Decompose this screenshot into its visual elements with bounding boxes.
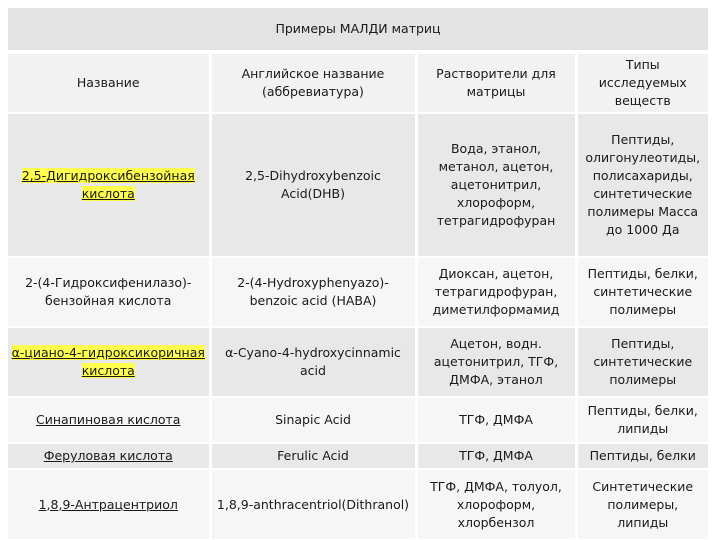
table-row: [8, 257, 708, 327]
header-name: Название: [8, 52, 210, 113]
header-row: [8, 52, 708, 113]
maldi-matrix-table: [8, 8, 708, 539]
row-name[interactable]: Синапиновая кислота: [36, 412, 181, 427]
row-analytes: Пептиды, белки, синтетические полимеры: [576, 257, 708, 327]
table-row: [8, 327, 708, 397]
table-row: [8, 469, 708, 539]
row-english: Sinapic Acid: [210, 397, 416, 443]
row-analytes: Синтетические полимеры, липиды: [576, 469, 708, 539]
row-solvents: Ацетон, водн. ацетонитрил, ТГФ, ДМФА, этанол: [416, 327, 576, 397]
row-name-cell: [8, 327, 210, 397]
row-analytes: Пептиды, синтетические полимеры: [576, 327, 708, 397]
row-english: 1,8,9-anthracentriol(Dithranol): [210, 469, 416, 539]
row-english: Ferulic Acid: [210, 443, 416, 469]
row-name-cell: [8, 397, 210, 443]
row-name-cell: [8, 443, 210, 469]
row-english: 2-(4-Hydroxyphenyazo)-benzoic acid (HABA): [210, 257, 416, 327]
table-title: Примеры МАЛДИ матриц: [8, 8, 708, 52]
row-solvents: ТГФ, ДМФА: [416, 397, 576, 443]
row-name-cell: [8, 469, 210, 539]
row-name[interactable]: 1,8,9-Антрацентриол: [38, 496, 178, 512]
row-solvents: ТГФ, ДМФА, толуол, хлороформ, хлорбензол: [416, 469, 576, 539]
table-row: [8, 397, 708, 443]
row-english: 2,5-Dihydroxybenzoic Acid(DHB): [210, 113, 416, 257]
row-analytes: Пептиды, олигонулеотиды, полисахариды, синтетические полимеры Масса до 1000 Да: [576, 113, 708, 257]
table-row: [8, 113, 708, 257]
row-english: α-Cyano-4-hydroxycinnamic acid: [210, 327, 416, 397]
row-analytes: Пептиды, белки, липиды: [576, 397, 708, 443]
row-solvents: Диоксан, ацетон, тетрагидрофуран, диметилформамид: [416, 257, 576, 327]
row-name[interactable]: Феруловая кислота: [43, 448, 173, 463]
header-analytes: Типы исследуемых веществ: [576, 52, 708, 113]
table-row: [8, 443, 708, 469]
header-english: Английское название (аббревиатура): [210, 52, 416, 113]
header-solvents: Растворители для матрицы: [416, 52, 576, 113]
row-analytes: Пептиды, белки: [576, 443, 708, 469]
row-name[interactable]: α-циано-4-гидроксикоричная кислота: [11, 345, 205, 378]
table-title-row: [8, 8, 708, 52]
row-name-cell: [8, 257, 210, 327]
matrix-table-container: [8, 8, 708, 539]
row-name: 2-(4-Гидроксифенилазо)-бензойная кислота: [25, 275, 192, 308]
row-solvents: ТГФ, ДМФА: [416, 443, 576, 469]
row-name[interactable]: 2,5-Дигидроксибензойная кислота: [21, 168, 195, 201]
row-name-cell: [8, 113, 210, 257]
row-solvents: Вода, этанол, метанол, ацетон, ацетонитрил, хлороформ, тетрагидрофуран: [416, 113, 576, 257]
